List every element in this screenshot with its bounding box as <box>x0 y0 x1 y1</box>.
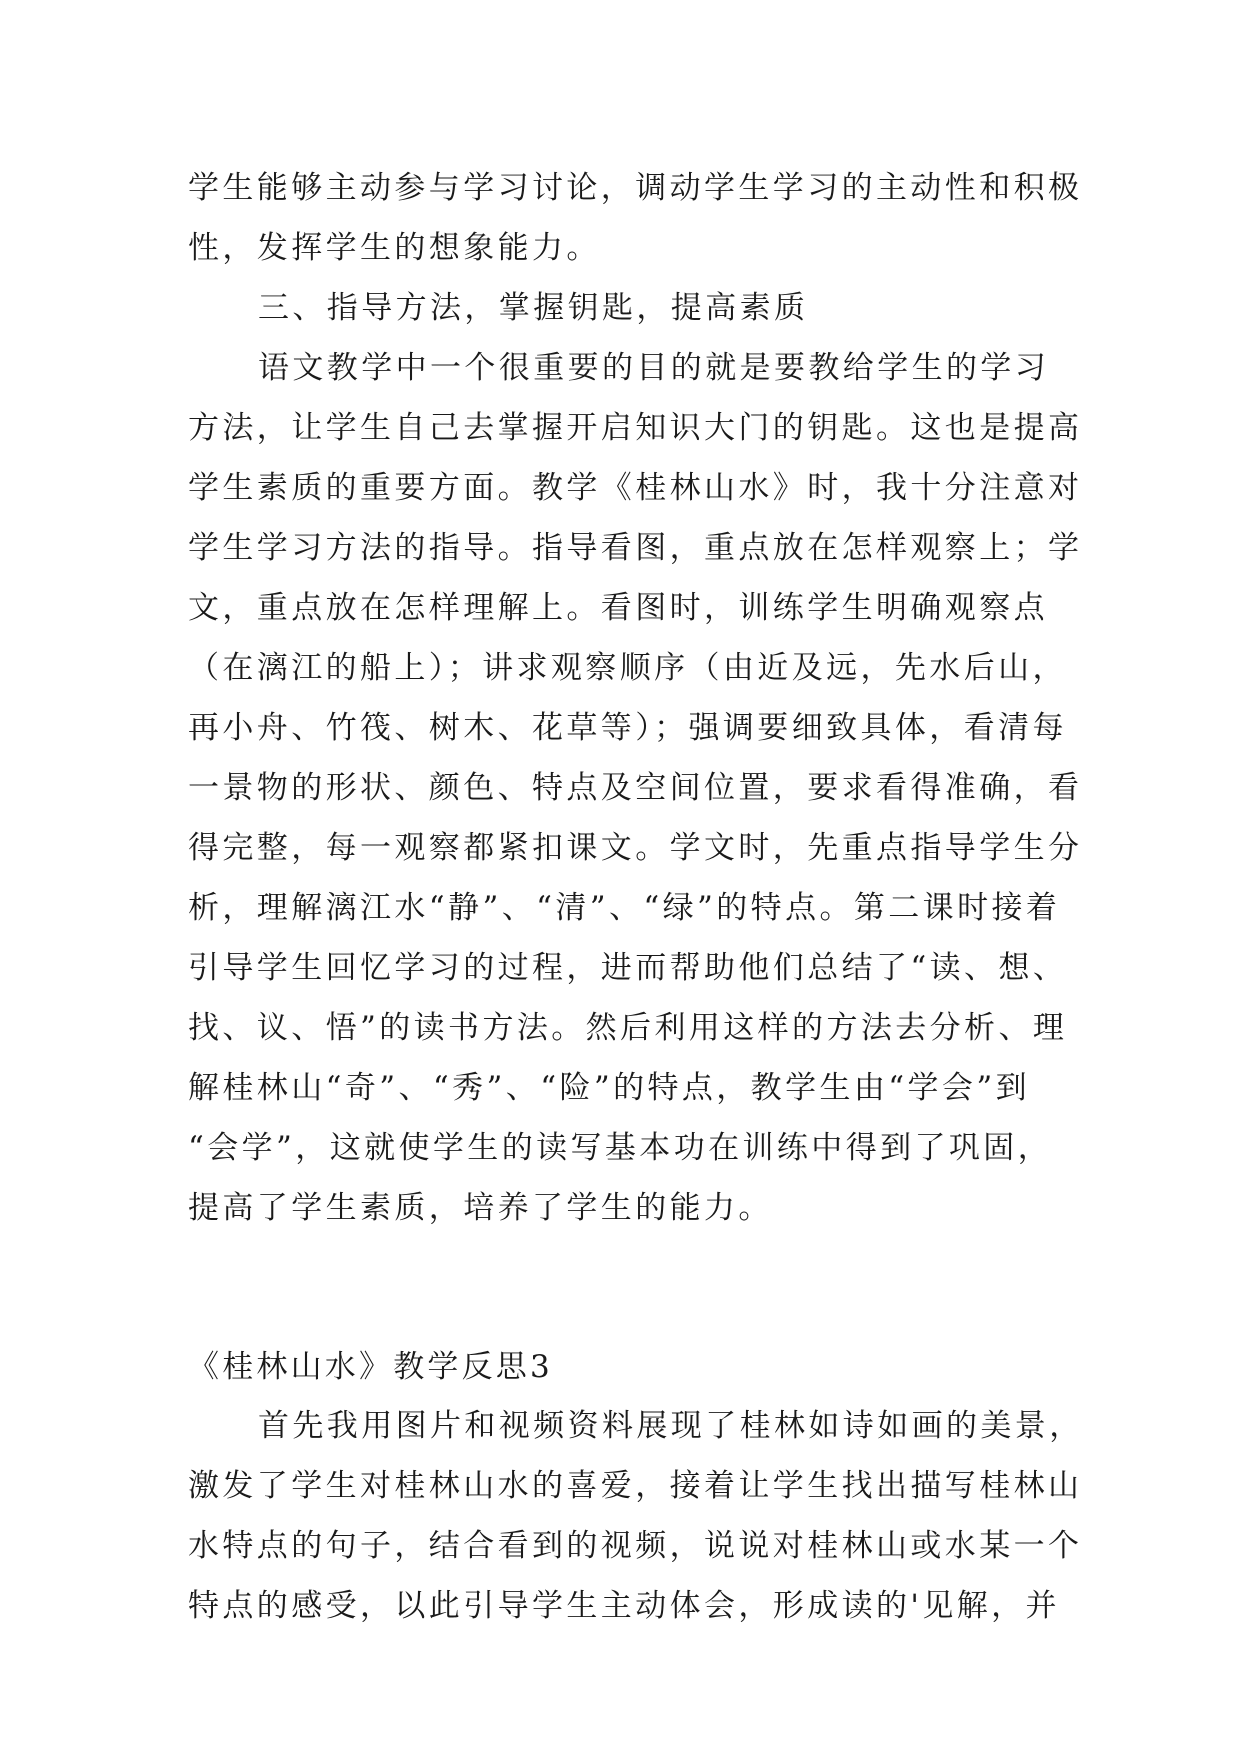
paragraph-line: 方法，让学生自己去掌握开启知识大门的钥匙。这也是提高 <box>188 410 1083 446</box>
paragraph-line: 引导学生回忆学习的过程，进而帮助他们总结了“读、想、 <box>188 950 1068 986</box>
paragraph-line: 找、议、悟”的读书方法。然后利用这样的方法去分析、理 <box>188 1010 1068 1046</box>
paragraph-line: 学生能够主动参与学习讨论，调动学生学习的主动性和积极 <box>188 170 1083 206</box>
paragraph-line: 一景物的形状、颜色、特点及空间位置，要求看得准确，看 <box>188 770 1083 806</box>
paragraph-line: 特点的感受，以此引导学生主动体会，形成读的'见解，并 <box>188 1588 1060 1624</box>
paragraph-line: 再小舟、竹筏、树木、花草等）；强调要细致具体，看清每 <box>188 710 1067 746</box>
paragraph-line: 语文教学中一个很重要的目的就是要教给学生的学习 <box>258 350 1050 386</box>
paragraph-line: 学生学习方法的指导。指导看图，重点放在怎样观察上；学 <box>188 530 1083 566</box>
section-title: 《桂林山水》教学反思3 <box>188 1349 553 1385</box>
paragraph-line: 解桂林山“奇”、“秀”、“险”的特点，教学生由“学会”到 <box>188 1070 1030 1106</box>
document-page <box>188 158 1084 1636</box>
paragraph-line: 激发了学生对桂林山水的喜爱，接着让学生找出描写桂林山 <box>188 1468 1083 1504</box>
paragraph-line: 析，理解漓江水“静”、“清”、“绿”的特点。第二课时接着 <box>188 890 1061 926</box>
paragraph-line: “会学”，这就使学生的读写基本功在训练中得到了巩固， <box>188 1130 1053 1166</box>
paragraph-line: （在漓江的船上）；讲求观察顺序（由近及远，先水后山， <box>188 650 1067 686</box>
paragraph-line: 首先我用图片和视频资料展现了桂林如诗如画的美景， <box>258 1408 1084 1444</box>
paragraph-line: 文，重点放在怎样理解上。看图时，训练学生明确观察点 <box>188 590 1048 626</box>
paragraph-line: 提高了学生素质，培养了学生的能力。 <box>188 1190 773 1226</box>
section-gap <box>188 1238 1068 1338</box>
paragraph-line: 性，发挥学生的想象能力。 <box>188 230 601 266</box>
section-heading: 三、指导方法，掌握钥匙，提高素质 <box>258 290 809 326</box>
paragraph-line: 得完整，每一观察都紧扣课文。学文时，先重点指导学生分 <box>188 830 1083 866</box>
paragraph-line: 学生素质的重要方面。教学《桂林山水》时，我十分注意对 <box>188 470 1083 506</box>
paragraph-line: 水特点的句子，结合看到的视频，说说对桂林山或水某一个 <box>188 1528 1083 1564</box>
